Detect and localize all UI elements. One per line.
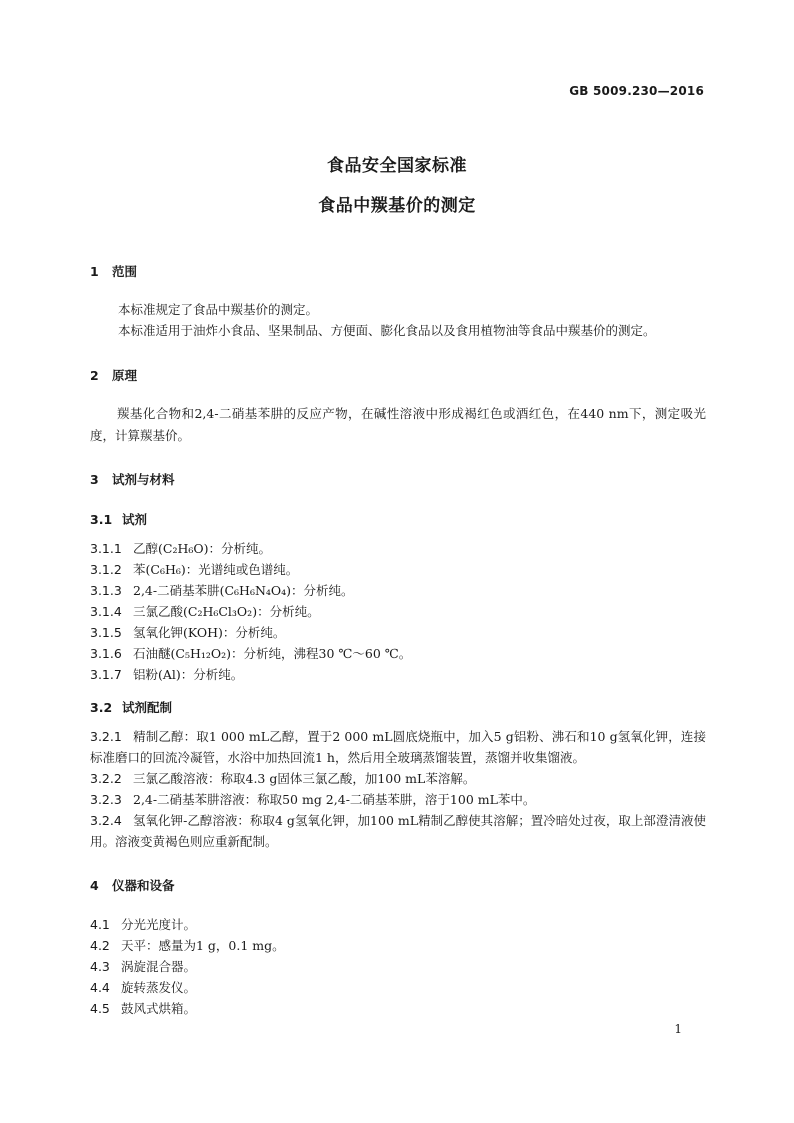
subsection-number: 3.1 bbox=[90, 512, 113, 527]
section-1-heading bbox=[90, 262, 137, 280]
reagent-item: 3.1.6 石油醚(C₅H₁₂O₂)：分析纯，沸程30 ℃～60 ℃。 bbox=[90, 646, 412, 661]
section-number: 3 bbox=[90, 472, 99, 487]
subsection-title: 试剂配制 bbox=[122, 700, 173, 715]
preparation-item: 3.2.2 三氯乙酸溶液：称取4.3 g固体三氯乙酸，加100 mL苯溶解。 bbox=[90, 771, 476, 786]
equipment-item: 4.2 天平：感量为1 g，0.1 mg。 bbox=[90, 938, 285, 953]
preparation-item: 3.2.3 2,4-二硝基苯肼溶液：称取50 mg 2,4-二硝基苯肼，溶于100 mL苯中。 bbox=[90, 792, 536, 807]
reagent-item: 3.1.3 2,4-二硝基苯肼(C₆H₆N₄O₄)：分析纯。 bbox=[90, 583, 354, 598]
section-2-paragraph: 羰基化合物和2,4-二硝基苯肼的反应产物，在碱性溶液中形成褐红色或酒红色，在440 nm下，测定吸光度，计算羰基价。 bbox=[90, 406, 706, 443]
document-title: 食品安全国家标准 bbox=[327, 156, 467, 176]
subsection-3-2-heading bbox=[90, 698, 172, 716]
section-title: 范围 bbox=[112, 264, 138, 279]
section-4-heading bbox=[90, 876, 175, 894]
equipment-item: 4.4 旋转蒸发仪。 bbox=[90, 980, 197, 995]
section-1-paragraph-2: 本标准适用于油炸小食品、坚果制品、方便面、膨化食品以及食用植物油等食品中羰基价的测定。 bbox=[118, 323, 656, 338]
subsection-3-1-heading bbox=[90, 510, 147, 528]
reagent-item: 3.1.4 三氯乙酸(C₂H₆Cl₃O₂)：分析纯。 bbox=[90, 604, 320, 619]
reagent-item: 3.1.5 氢氧化钾(KOH)：分析纯。 bbox=[90, 625, 286, 640]
section-number: 2 bbox=[90, 368, 99, 383]
section-1-paragraph-1: 本标准规定了食品中羰基价的测定。 bbox=[118, 302, 319, 317]
subsection-title: 试剂 bbox=[122, 512, 148, 527]
section-number: 4 bbox=[90, 878, 99, 893]
reagent-item: 3.1.2 苯(C₆H₆)：光谱纯或色谱纯。 bbox=[90, 562, 299, 577]
section-title: 试剂与材料 bbox=[112, 472, 175, 487]
section-2-heading bbox=[90, 366, 137, 384]
equipment-item: 4.1 分光光度计。 bbox=[90, 917, 197, 932]
reagent-item: 3.1.1 乙醇(C₂H₆O)：分析纯。 bbox=[90, 541, 271, 556]
equipment-item: 4.3 涡旋混合器。 bbox=[90, 959, 197, 974]
preparation-item: 3.2.1 精制乙醇：取1 000 mL乙醇，置于2 000 mL圆底烧瓶中，加入5 g铝粉、沸石和10 g氢氧化钾，连接标准磨口的回流冷凝管，水浴中加热回流1 h，然后用全玻璃蒸馏装置，蒸馏并收集馏液。 bbox=[90, 729, 706, 765]
page-number: 1 bbox=[674, 1022, 682, 1036]
section-title: 仪器和设备 bbox=[112, 878, 175, 893]
document-subtitle: 食品中羰基价的测定 bbox=[318, 196, 476, 216]
section-3-heading bbox=[90, 470, 175, 488]
preparation-item: 3.2.4 氢氧化钾-乙醇溶液：称取4 g氢氧化钾，加100 mL精制乙醇使其溶解；置冷暗处过夜，取上部澄清液使用。溶液变黄褐色则应重新配制。 bbox=[90, 813, 706, 849]
section-title: 原理 bbox=[112, 368, 138, 383]
equipment-item: 4.5 鼓风式烘箱。 bbox=[90, 1001, 197, 1016]
section-number: 1 bbox=[90, 264, 99, 279]
reagent-item: 3.1.7 铝粉(Al)：分析纯。 bbox=[90, 667, 244, 682]
subsection-number: 3.2 bbox=[90, 700, 113, 715]
standard-code: GB 5009.230—2016 bbox=[569, 84, 704, 98]
